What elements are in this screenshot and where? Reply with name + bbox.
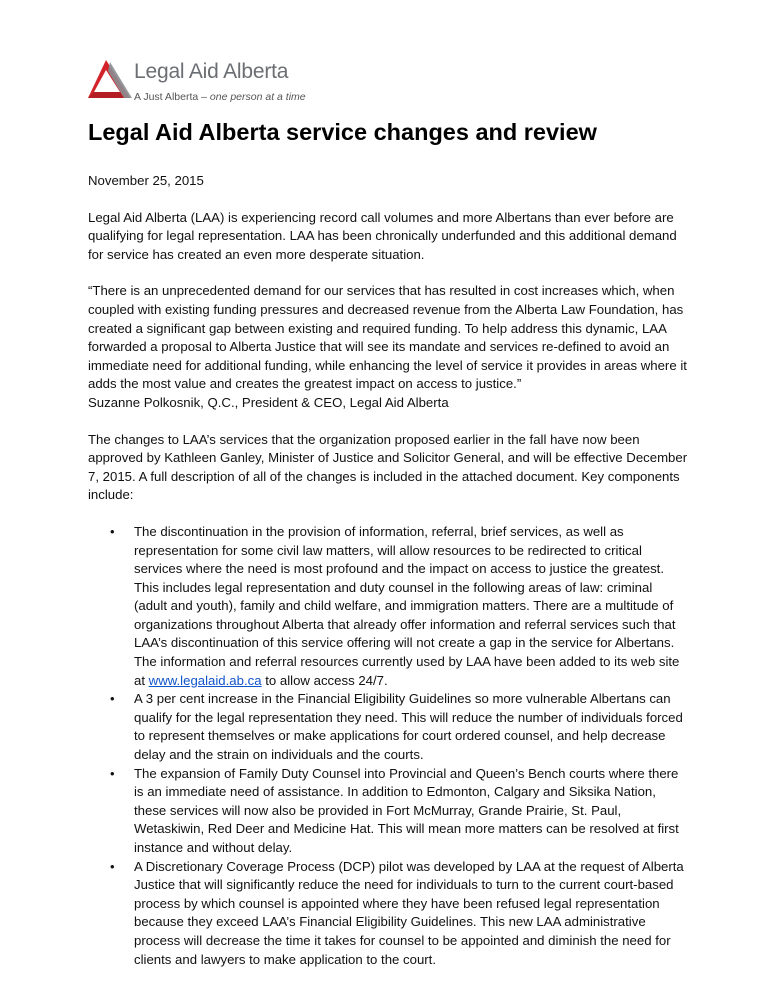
list-item: • The discontinuation in the provision of information, referral, brief services, as well as representation for some civil law matters, will allow resources to be redirected to critical services where the need is most profound and the impact on access to justice the greatest. This includes legal representation and duty counsel in the following areas of law: criminal (adult and youth), family and child welfare, and immigration matters. There are a multitude of organizations throughout Alberta that already offer information and referral services such that LAA’s discontinuation of this service offering will not create a gap in the service for Albertans. The information and referral resources currently used by LAA have been added to its web site at www.legalaid.ab.ca to allow access 24/7. bbox=[110, 523, 680, 688]
logo-wordmark: Legal Aid Alberta bbox=[134, 60, 289, 83]
bullet-icon: • bbox=[110, 691, 115, 707]
list-item: • A 3 per cent increase in the Financial Eligibility Guidelines so more vulnerable Albertans can qualify for the legal representation they need. This will reduce the number of individuals forced to represent themselves or make applications for court ordered counsel, and help decrease delay and the strain on individuals and the courts. bbox=[110, 691, 683, 763]
intro-paragraph: Legal Aid Alberta (LAA) is experiencing record call volumes and more Albertans than ever before are qualifying for legal representation. LAA has been chronically underfunded and this additional demand for service has created an even more desperate situation. bbox=[88, 209, 677, 262]
document-body bbox=[88, 172, 688, 969]
changes-paragraph: The changes to LAA’s services that the organization proposed earlier in the fall have now been approved by Kathleen Ganley, Minister of Justice and Solicitor General, and will be effective December 7, 2015. A full description of all of the changes is included in the attached document. Key components include: bbox=[88, 431, 688, 503]
triangle-logo-icon bbox=[88, 58, 132, 100]
bullet-icon: • bbox=[110, 765, 115, 781]
list-item: • The expansion of Family Duty Counsel into Provincial and Queen’s Bench courts where there is an immediate need of assistance. In addition to Edmonton, Calgary and Siksika Nation, these services will now also be provided in Fort McMurray, Grande Prairie, St. Paul, Wetaskiwin, Red Deer and Medicine Hat. This will mean more matters can be resolved at first instance and without delay. bbox=[110, 765, 679, 855]
logo-tagline: A Just Alberta – one person at a time bbox=[134, 91, 306, 103]
list-item: • A Discretionary Coverage Process (DCP) pilot was developed by LAA at the request of Alberta Justice that will significantly reduce the need for individuals to turn to the current court-based process by which counsel is appointed where they have been refused legal representation because they exceed LAA’s Financial Eligibility Guidelines. This new LAA administrative process will decrease the time it takes for counsel to be appointed and diminish the need for clients and lawyers to make application to the court. bbox=[110, 858, 684, 967]
key-components-list bbox=[88, 523, 688, 969]
document-date: November 25, 2015 bbox=[88, 173, 204, 188]
quote-attribution: Suzanne Polkosnik, Q.C., President & CEO, Legal Aid Alberta bbox=[88, 394, 449, 410]
document-title: Legal Aid Alberta service changes and review bbox=[88, 119, 597, 145]
legalaid-website-link[interactable]: www.legalaid.ab.ca bbox=[148, 672, 262, 688]
quote-block bbox=[88, 282, 688, 412]
bullet-icon: • bbox=[110, 523, 115, 539]
quote-text: “There is an unprecedented demand for our services that has resulted in cost increases which, when coupled with existing funding pressures and decreased revenue from the Alberta Law Foundation, has created a significant gap between existing and required funding. To help address this dynamic, LAA forwarded a proposal to Alberta Justice that will see its mandate and services re-defined to avoid an immediate need for additional funding, while enhancing the level of service it provides in areas where it adds the most value and creates the greatest impact on access to justice.” bbox=[88, 283, 687, 392]
bullet-icon: • bbox=[110, 858, 115, 874]
legal-aid-alberta-logo bbox=[88, 54, 328, 110]
